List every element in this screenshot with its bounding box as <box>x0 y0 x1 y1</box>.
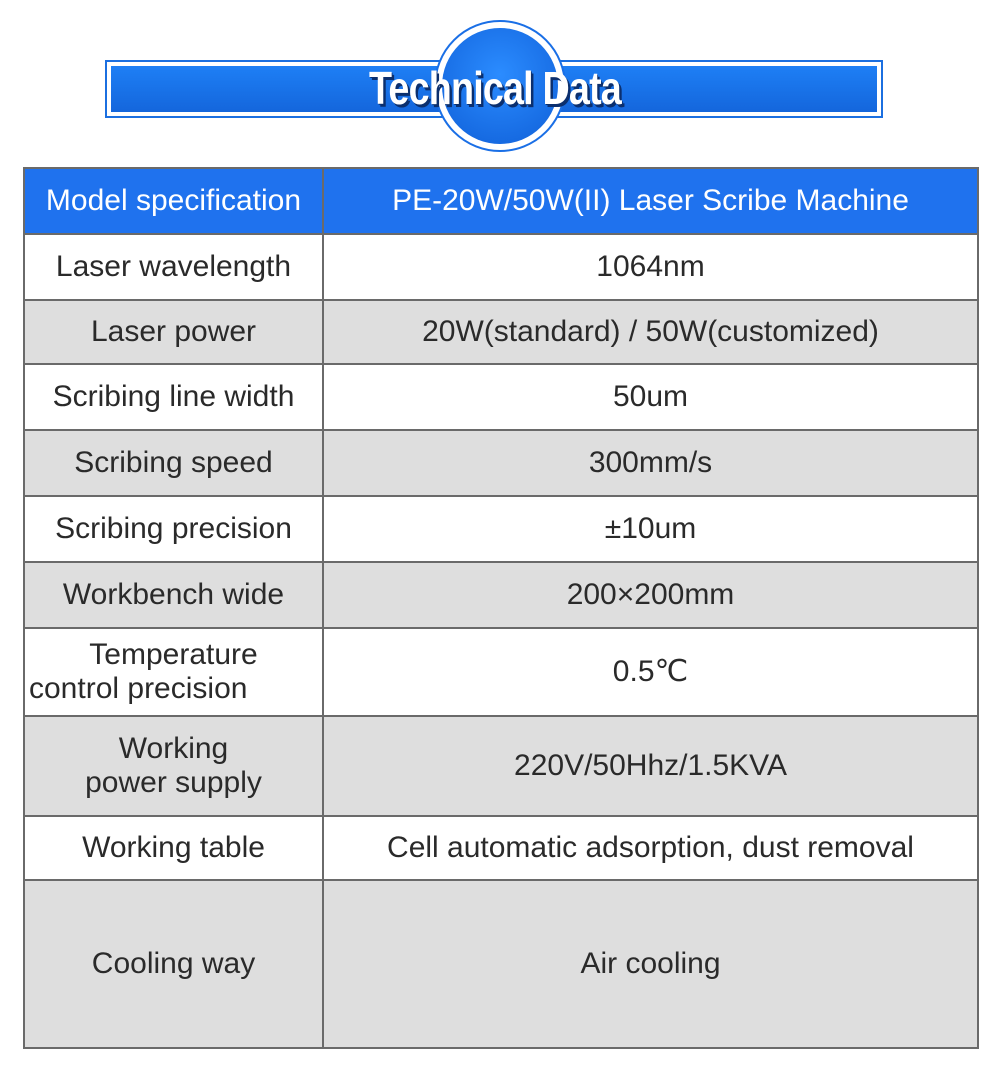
row-value: 300mm/s <box>323 430 978 496</box>
header-label-cell: Model specification <box>24 168 323 234</box>
header-value-cell: PE-20W/50W(II) Laser Scribe Machine <box>323 168 978 234</box>
row-value: 50um <box>323 364 978 430</box>
row-value: ±10um <box>323 496 978 562</box>
table-row <box>24 234 978 300</box>
row-label-line: Working <box>118 732 229 765</box>
row-label: Workbench wide <box>24 562 323 628</box>
row-value: 0.5℃ <box>323 628 978 716</box>
row-label: Cooling way <box>24 880 323 1048</box>
row-value: 1064nm <box>323 234 978 300</box>
row-label: Working table <box>24 816 323 880</box>
table-row <box>24 880 978 1048</box>
row-label <box>24 716 323 816</box>
row-value: 20W(standard) / 50W(customized) <box>323 300 978 364</box>
row-label: Laser wavelength <box>24 234 323 300</box>
row-label <box>24 628 323 716</box>
table-row <box>24 716 978 816</box>
table-row <box>24 562 978 628</box>
table-header-row <box>24 168 978 234</box>
row-value: 200×200mm <box>323 562 978 628</box>
table-row <box>24 430 978 496</box>
table-row <box>24 364 978 430</box>
row-label: Scribing speed <box>24 430 323 496</box>
row-label: Scribing precision <box>24 496 323 562</box>
table-row <box>24 816 978 880</box>
table-row <box>24 300 978 364</box>
spec-table <box>23 167 979 1049</box>
row-value: Cell automatic adsorption, dust removal <box>323 816 978 880</box>
page-title: Technical Data <box>369 62 621 114</box>
row-label-line: Temperature <box>89 638 258 671</box>
table-row <box>24 628 978 716</box>
row-label-line: power supply <box>85 766 262 799</box>
row-label: Laser power <box>24 300 323 364</box>
row-value: 220V/50Hhz/1.5KVA <box>323 716 978 816</box>
title-banner <box>0 0 1000 160</box>
row-label: Scribing line width <box>24 364 323 430</box>
row-value: Air cooling <box>323 880 978 1048</box>
table-row <box>24 496 978 562</box>
row-label-line: control precision <box>29 672 248 705</box>
